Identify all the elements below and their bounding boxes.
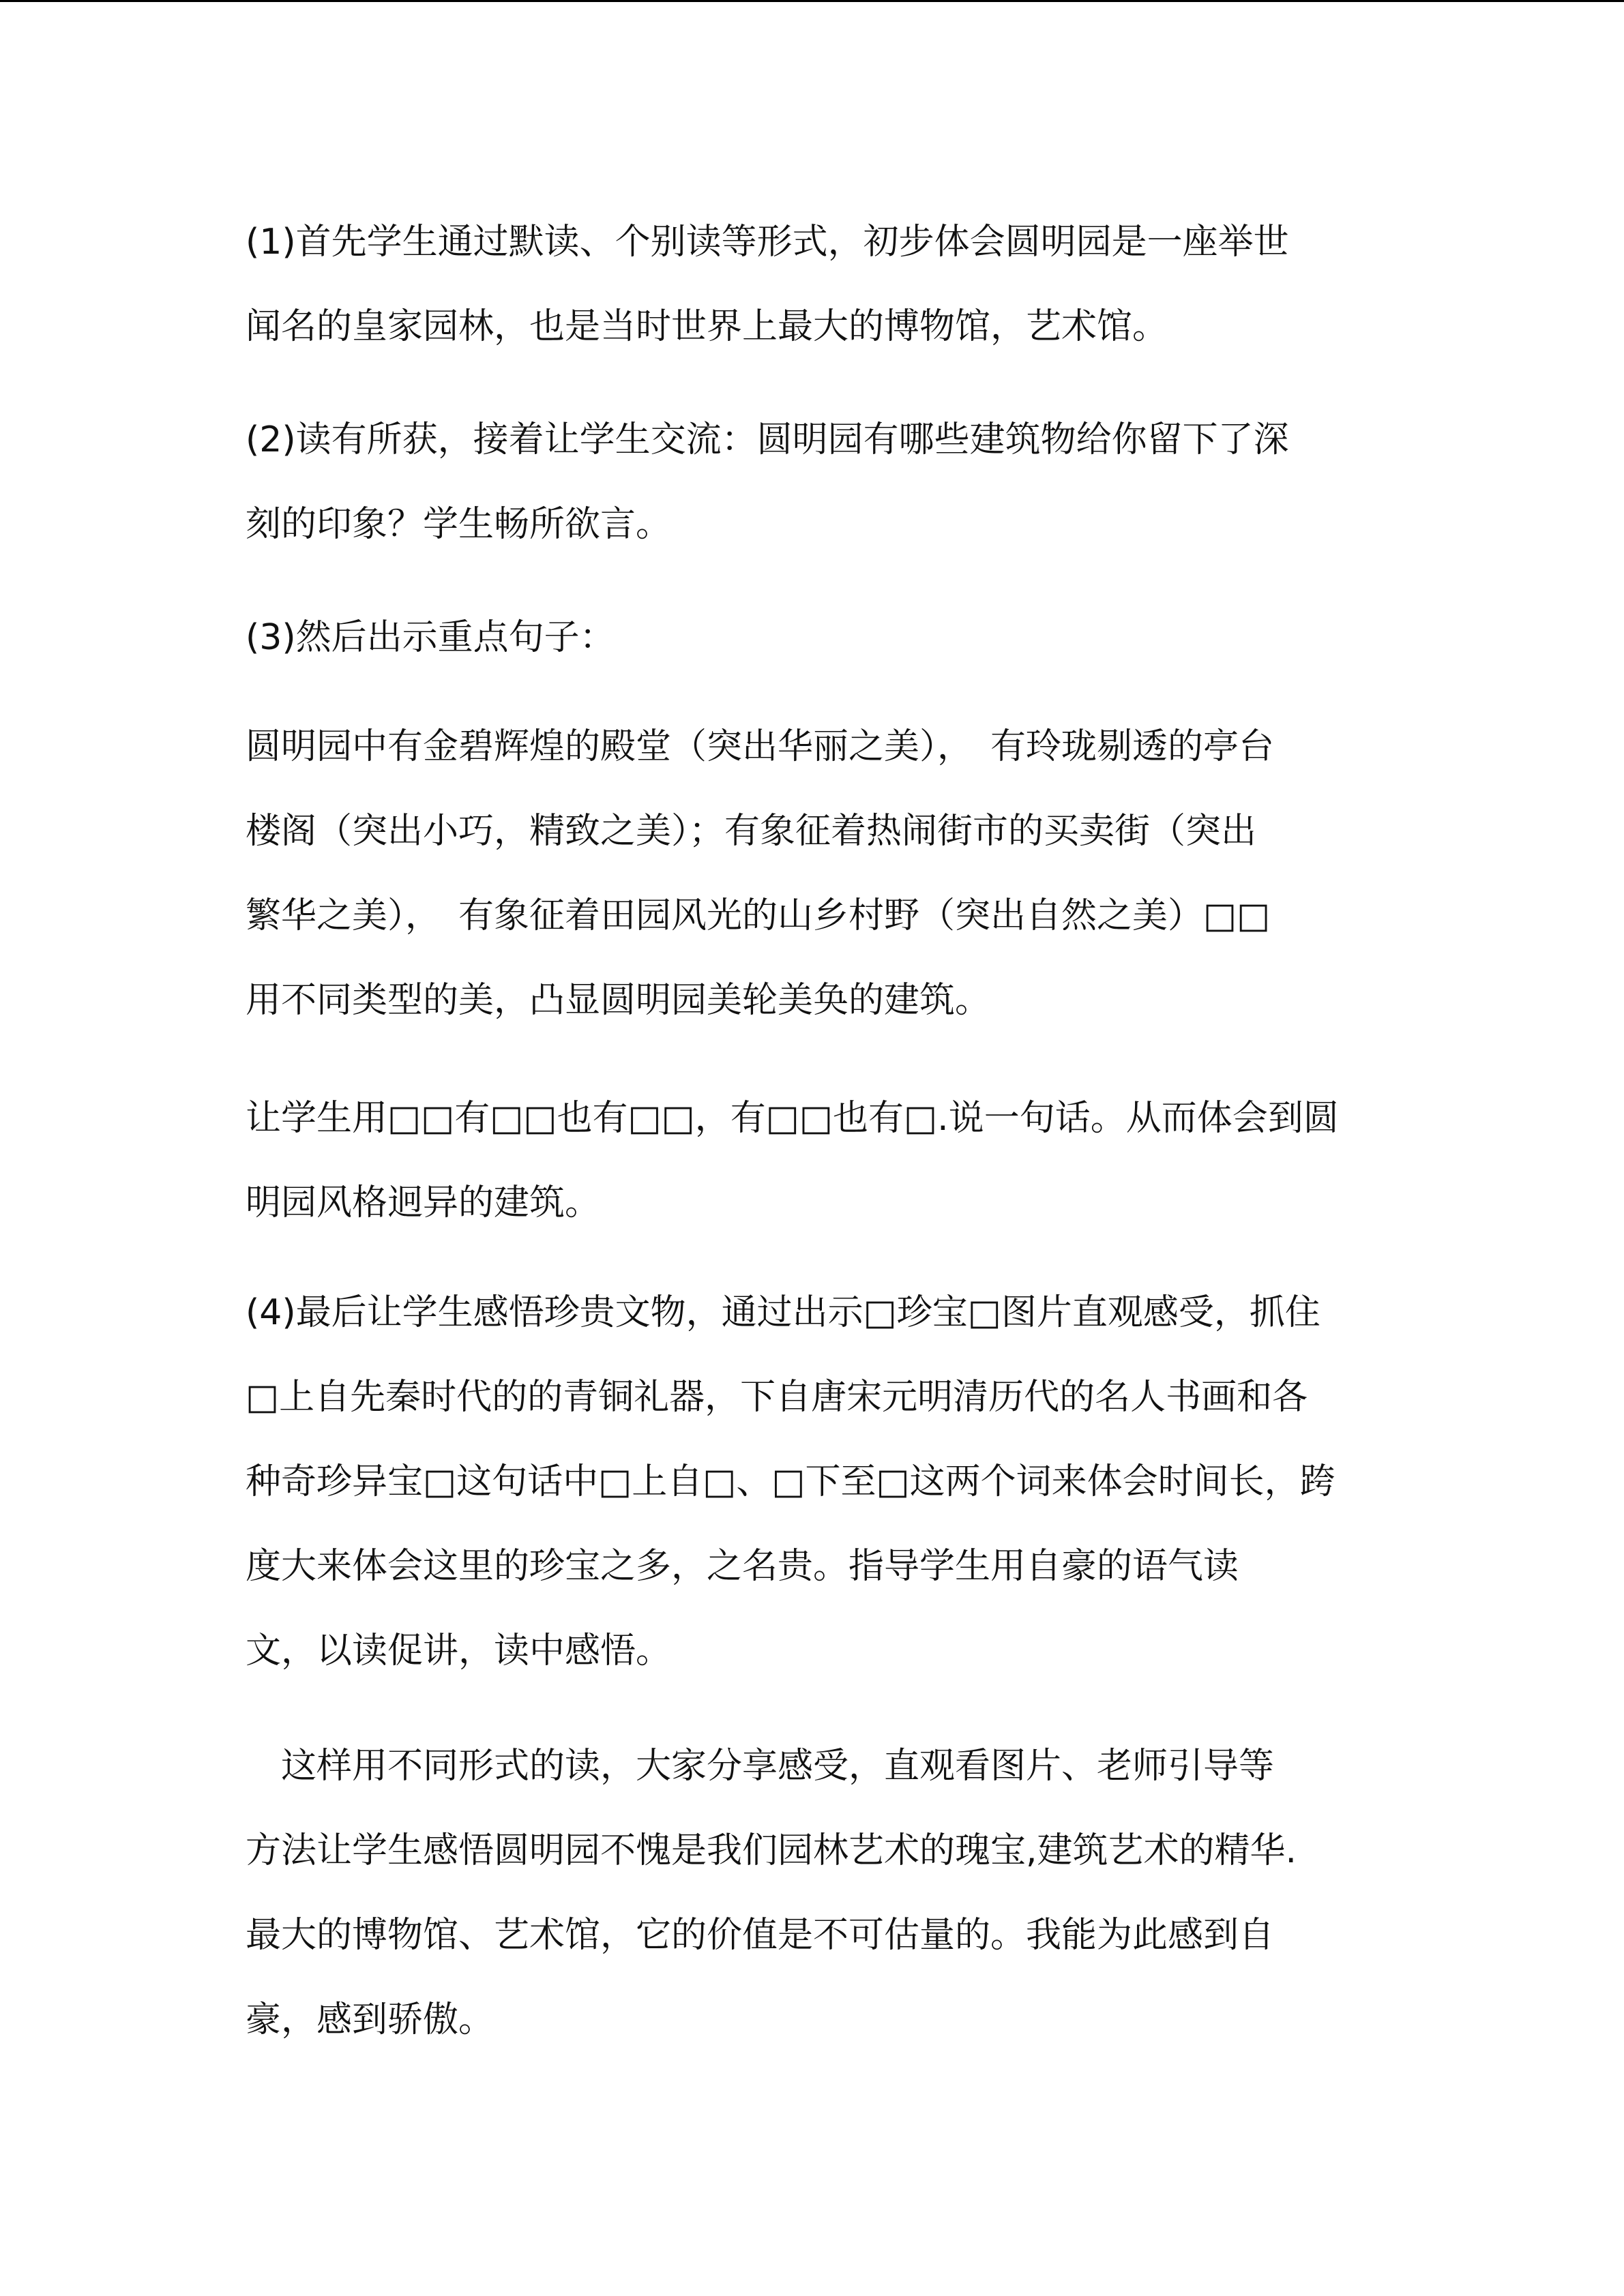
paragraph-5 xyxy=(246,1076,1381,1245)
text-line: 最大的博物馆、艺术馆，它的价值是不可估量的。我能为此感到自 xyxy=(246,1915,1275,1956)
text-line: □上自先秦时代的的青铜礼器，下自唐宋元明清历代的名人书画和各 xyxy=(246,1377,1308,1418)
text-line: 圆明园中有金碧辉煌的殿堂（突出华丽之美）， 有玲珑剔透的亭台 xyxy=(246,726,1275,767)
text-line: 明园风格迥异的建筑。 xyxy=(246,1182,601,1223)
text-line: 文，以读促讲，读中感悟。 xyxy=(246,1630,672,1671)
text-line: 这样用不同形式的读，大家分享感受，直观看图片、老师引导等 xyxy=(246,1746,1275,1787)
text-line: (3)然后出示重点句子： xyxy=(246,617,615,658)
text-line: 度大来体会这里的珍宝之多，之名贵。指导学生用自豪的语气读 xyxy=(246,1546,1239,1587)
text-line: 楼阁（突出小巧，精致之美）；有象征着热闹街市的买卖街（突出 xyxy=(246,811,1257,852)
paragraph-1 xyxy=(246,200,1381,369)
text-line: 让学生用□□有□□也有□□，有□□也有□.说一句话。从而体会到圆 xyxy=(246,1098,1339,1139)
paragraph-2 xyxy=(246,398,1381,567)
paragraph-4 xyxy=(246,704,1381,1043)
text-line: 闻名的皇家园林，也是当时世界上最大的博物馆，艺术馆。 xyxy=(246,306,1168,347)
text-line: (1)首先学生通过默读、个别读等形式，初步体会圆明园是一座举世 xyxy=(246,222,1289,263)
text-line: 刻的印象？学生畅所欲言。 xyxy=(246,504,672,545)
text-line: 繁华之美）， 有象征着田园风光的山乡村野（突出自然之美）□□ xyxy=(246,895,1271,936)
text-line: (4)最后让学生感悟珍贵文物，通过出示□珍宝□图片直观感受，抓住 xyxy=(246,1292,1320,1333)
text-line: 方法让学生感悟圆明园不愧是我们园林艺术的瑰宝,建筑艺术的精华. xyxy=(246,1830,1297,1871)
paragraph-6 xyxy=(246,1270,1381,1693)
text-line: 用不同类型的美，凸显圆明园美轮美奂的建筑。 xyxy=(246,980,991,1021)
text-line: 豪，感到骄傲。 xyxy=(246,1999,494,2040)
paragraph-7 xyxy=(246,1724,1381,2062)
text-line: 种奇珍异宝□这句话中□上自□、□下至□这两个词来体会时间长，跨 xyxy=(246,1461,1335,1502)
paragraph-3 xyxy=(246,595,1381,680)
text-line: (2)读有所获，接着让学生交流：圆明园有哪些建筑物给你留下了深 xyxy=(246,419,1289,460)
